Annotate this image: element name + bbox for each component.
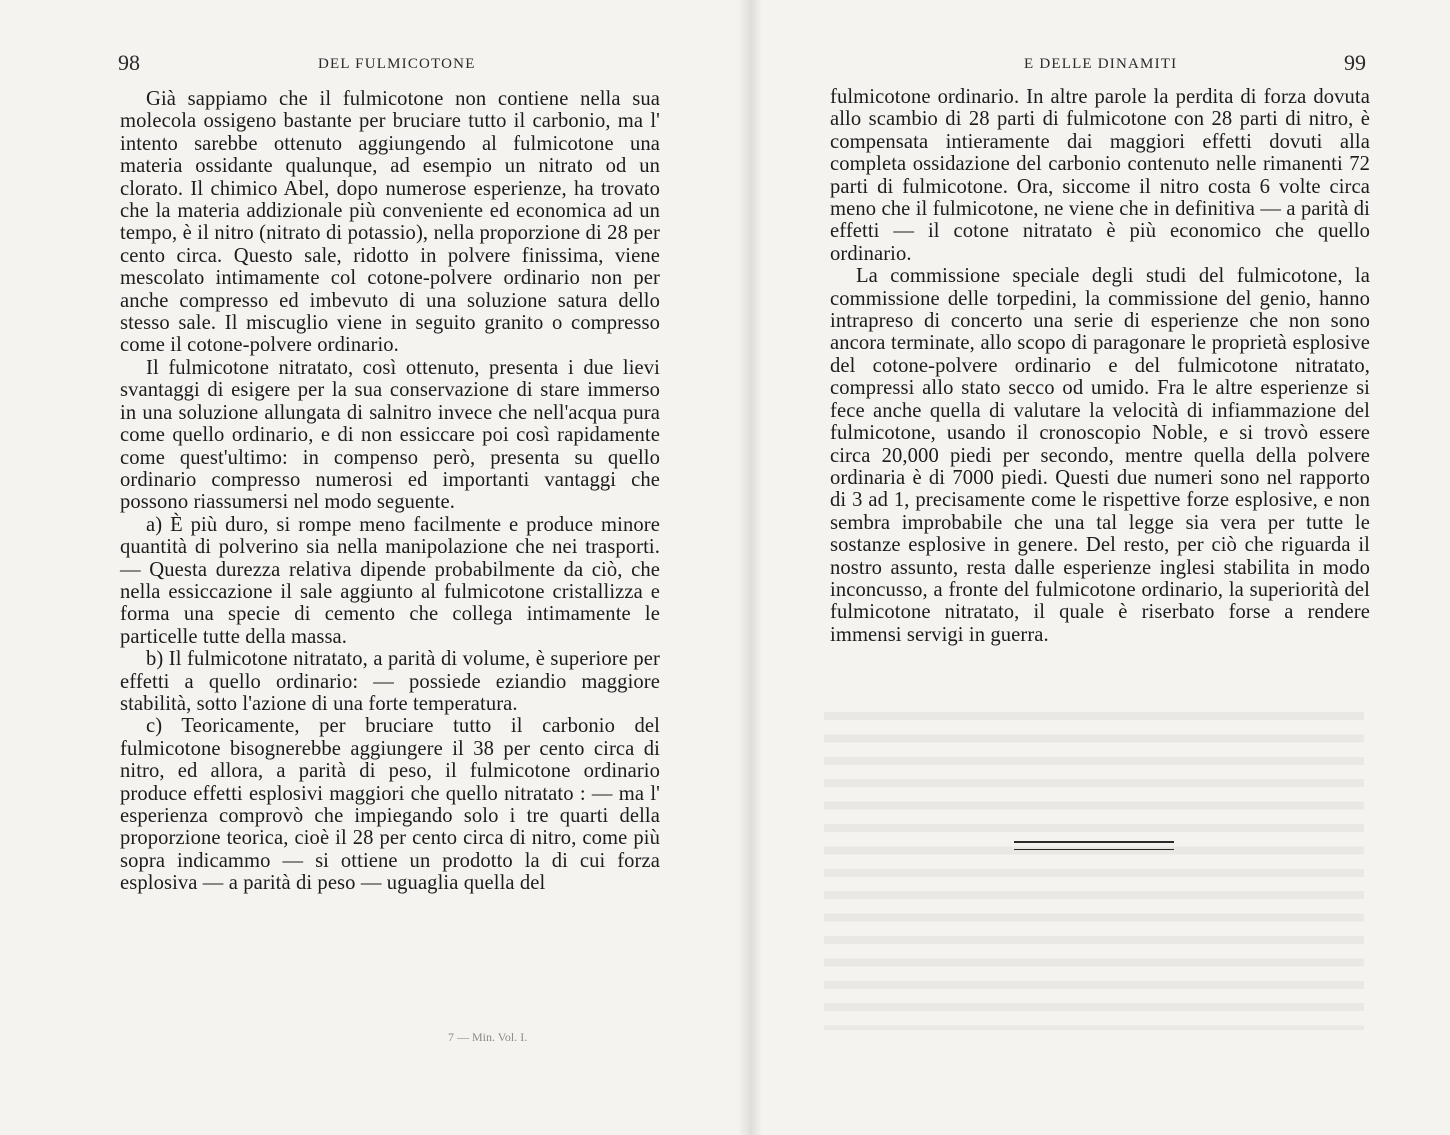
bleed-through-shadow	[824, 700, 1364, 1030]
paragraph: c) Teoricamente, per bruciare tutto il carbonio del fulmicotone bisognerebbe aggiungere il 38 per cento circa di nitro, ed allora, a parità di peso, il fulmicotone ordinario produce effetti esplosivi maggiori che quello nitratato : — ma l' esperienza comprovò che impiegando solo i tre quarti della proporzione teorica, cioè il 28 per cento circa di nitro, come più sopra indicammo — si ottiene un prodotto la di cui forza esplosiva — a parità di peso — uguaglia quella del	[120, 715, 660, 895]
right-page	[762, 0, 1450, 1135]
book-gutter	[738, 0, 762, 1135]
page-number-right: 99	[1344, 50, 1366, 75]
paragraph: Già sappiamo che il fulmicotone non contiene nella sua molecola ossigeno bastante per bruciare tutto il carbonio, ma l' intento sarebbe ottenuto aggiungendo al fulmicotone una materia ossidante qualunque, ad esempio un nitrato od un clorato. Il chimico Abel, dopo numerose esperienze, ha trovato che la materia addizionale più conveniente ed economica ad un tempo, è il nitro (nitrato di potassio), nella proporzione di 28 per cento circa. Questo sale, ridotto in polvere finissima, viene mescolato intimamente col cotone-polvere ordinario non per anche compresso ed imbevuto di una soluzione satura dello stesso sale. Il miscuglio viene in seguito granito o compresso come il cotone-polvere ordinario.	[120, 88, 660, 357]
page-number-left: 98	[118, 50, 140, 75]
running-head-left: DEL FULMICOTONE	[318, 56, 476, 72]
signature-mark: 7 — Min. Vol. I.	[448, 1030, 528, 1044]
paragraph: a) È più duro, si rompe meno facilmente e produce minore quantità di polverino sia nella manipolazione che nei trasporti. — Questa durezza relativa dipende probabilmente da ciò, che nella essiccazione il sale aggiunto al fulmicotone cristallizza e forma una specie di cemento che collega intimamente le particelle tutte della massa.	[120, 513, 660, 648]
paragraph: La commissione speciale degli studi del fulmicotone, la commissione delle torpedini, la commissione del genio, hanno intrapreso di concerto una serie di esperienze che non sono ancora terminate, allo scopo di paragonare le proprietà esplosive del cotone-polvere ordinario e del fulmicotone nitratato, compressi allo stato secco od umido. Fra le altre esperienze si fece anche quella di valutare la velocità di infiammazione del fulmicotone, usando il cronoscopio Noble, e si trovò essere circa 20,000 piedi per secondo, mentre quella della polvere ordinaria è di 7000 piedi. Questi due numeri sono nel rapporto di 3 ad 1, precisamente come le rispettive forze esplosive, e non sembra improbabile che una tal legge sia vera per tutte le sostanze esplosive in genere. Del resto, per ciò che riguarda il nostro assunto, resta dalle esperienze inglesi stabilita in modo inconcusso, a fronte del fulmicotone ordinario, la superiorità del fulmicotone nitratato, il quale è riserbato forse a rendere immensi servigi in guerra.	[830, 265, 1370, 646]
section-end-rule	[1014, 841, 1174, 850]
paragraph: fulmicotone ordinario. In altre parole la perdita di forza dovuta allo scambio di 28 parti di fulmicotone con 28 parti di nitro, è compensata intieramente dai maggiori effetti dovuti alla completa ossidazione del carbonio contenuto nelle rimanenti 72 parti di fulmicotone. Ora, siccome il nitro costa 6 volte circa meno che il fulmicotone, ne viene che in definitiva — a parità di effetti — il cotone nitratato è più economico che quello ordinario.	[830, 86, 1370, 265]
left-page-text	[120, 88, 660, 895]
paragraph: Il fulmicotone nitratato, così ottenuto, presenta i due lievi svantaggi di esigere per la sua conservazione di stare immerso in una soluzione allungata di salnitro invece che nell'acqua pura come quello ordinario, e di non essiccare poi così rapidamente come quest'ultimo: in compenso però, presenta su quello ordinario compresso numerosi ed importanti vantaggi che possono riassumersi nel modo seguente.	[120, 356, 660, 514]
paragraph: b) Il fulmicotone nitratato, a parità di volume, è superiore per effetti a quello ordinario: — possiede eziandio maggiore stabilità, sotto l'azione di una forte temperatura.	[120, 648, 660, 715]
running-head-right: E DELLE DINAMITI	[1024, 56, 1178, 72]
right-page-text	[830, 86, 1370, 646]
